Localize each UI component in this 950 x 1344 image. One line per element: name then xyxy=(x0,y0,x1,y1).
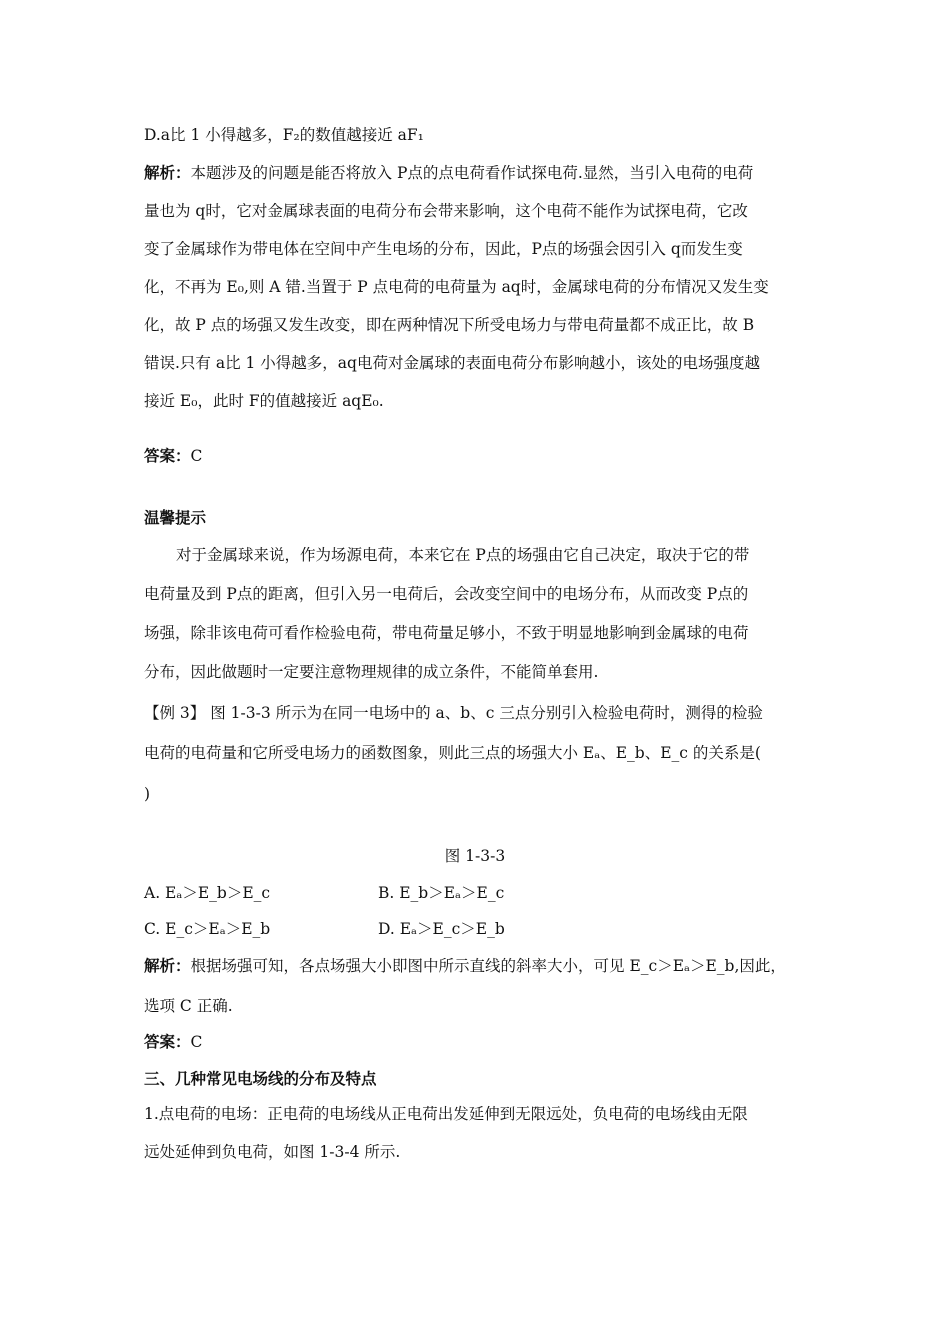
analysis-2-line-2: 选项 C 正确. xyxy=(144,997,233,1015)
analysis-1-line-4: 化，不再为 E₀,则 A 错.当置于 P 点电荷的电荷量为 aq时，金属球电荷的分布情况又发生变 xyxy=(144,278,769,296)
tip-line-1: 对于金属球来说，作为场源电荷，本来它在 P点的场强由它自己决定，取决于它的带 xyxy=(176,546,750,564)
figure-caption: 图 1-3-3 xyxy=(444,847,506,865)
section-3-line-2: 远处延伸到负电荷，如图 1-3-4 所示. xyxy=(144,1143,401,1161)
analysis-label: 解析： xyxy=(144,956,191,975)
analysis-text: 本题涉及的问题是能否将放入 P点的点电荷看作试探电荷.显然，当引入电荷的电荷 xyxy=(190,164,754,182)
tip-line-4: 分布，因此做题时一定要注意物理规律的成立条件，不能简单套用. xyxy=(144,663,599,681)
answer-value: C xyxy=(190,447,203,465)
example-3-line-3: ) xyxy=(144,785,151,803)
analysis-1-line-2: 量也为 q时，它对金属球表面的电荷分布会带来影响，这个电荷不能作为试探电荷，它改 xyxy=(144,202,748,220)
option-a: A. Eₐ＞E_b＞E_c xyxy=(144,884,271,902)
example-3-line-1: 【例 3】 图 1-3-3 所示为在同一电场中的 a、b、c 三点分别引入检验电荷时，测得的检验 xyxy=(144,704,763,722)
answer-label: 答案： xyxy=(144,1032,191,1051)
answer-value: C xyxy=(190,1033,203,1051)
option-c: C. E_c＞Eₐ＞E_b xyxy=(144,920,271,938)
options-row-1 xyxy=(144,882,814,904)
tip-title: 温馨提示 xyxy=(144,508,207,527)
section-3-title: 三、几种常见电场线的分布及特点 xyxy=(144,1069,377,1088)
option-d: D. Eₐ＞E_c＞E_b xyxy=(378,920,505,938)
analysis-1-line-5: 化，故 P 点的场强又发生改变，即在两种情况下所受电场力与带电荷量都不成正比，故 B xyxy=(144,316,755,334)
analysis-1-line-3: 变了金属球作为带电体在空间中产生电场的分布，因此，P点的场强会因引入 q而发生变 xyxy=(144,240,743,258)
analysis-label: 解析： xyxy=(144,163,191,182)
option-d-line: D.a比 1 小得越多，F₂的数值越接近 aF₁ xyxy=(144,126,424,144)
tip-line-3: 场强，除非该电荷可看作检验电荷，带电荷量足够小，不致于明显地影响到金属球的电荷 xyxy=(144,624,749,642)
answer-1 xyxy=(144,445,814,467)
example-3-line-2: 电荷的电荷量和它所受电场力的函数图象，则此三点的场强大小 Eₐ、E_b、E_c 的关系是( xyxy=(144,744,761,762)
tip-line-2: 电荷量及到 P点的距离，但引入另一电荷后，会改变空间中的电场分布，从而改变 P点的 xyxy=(144,585,749,603)
answer-2 xyxy=(144,1031,814,1053)
answer-label: 答案： xyxy=(144,446,191,465)
option-b: B. E_b＞Eₐ＞E_c xyxy=(378,884,505,902)
options-row-2 xyxy=(144,918,814,940)
analysis-1-line-1 xyxy=(144,162,814,184)
analysis-2-line-1 xyxy=(144,955,814,977)
analysis-1-line-7: 接近 E₀，此时 F的值越接近 aqE₀. xyxy=(144,392,384,410)
analysis-1-line-6: 错误.只有 a比 1 小得越多，aq电荷对金属球的表面电荷分布影响越小，该处的电场强度越 xyxy=(144,354,760,372)
section-3-line-1: 1.点电荷的电场：正电荷的电场线从正电荷出发延伸到无限远处，负电荷的电场线由无限 xyxy=(144,1105,748,1123)
analysis-text: 根据场强可知，各点场强大小即图中所示直线的斜率大小，可见 E_c＞Eₐ＞E_b,因此， xyxy=(190,957,786,975)
